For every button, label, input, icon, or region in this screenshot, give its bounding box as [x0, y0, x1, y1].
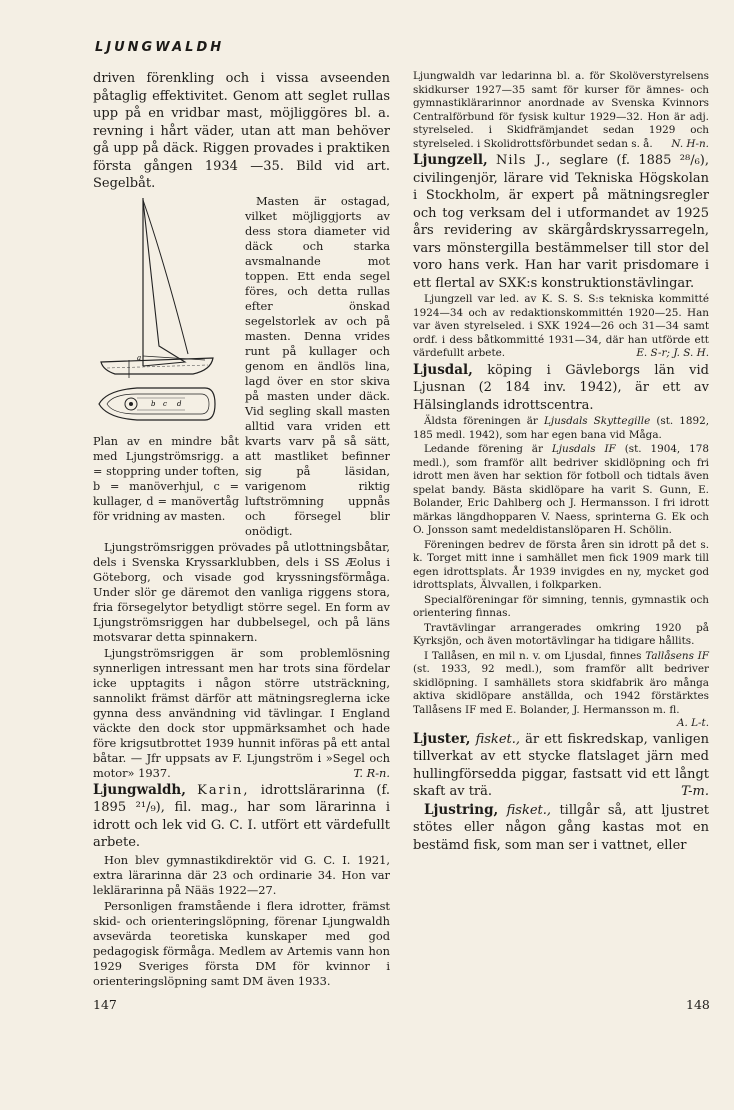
entry-text: är ett fiskredskap, vanligen tillverkat av ett stycke flatslaget järn med hullingförsedda piggar, fastsatt vid ett långt skaft av trä.	[413, 731, 709, 799]
entry-text: seglare (f. 1885 ²⁸/₆), civilingenjör, lärare vid Tekniska Högskolan i Stockholm, är expert på mätningsregler och tog verksam del i utformandet av 1925 års revidering av skärgårdskryssarregeln, vars mönstergilla bestämmelser till stor del voro hans verk. Han har varit prisdomare i ett flertal av SXK:s konstruktionstävlingar.	[413, 153, 709, 291]
paragraph-travtavlingar: Travtävlingar arrangerades omkring 1920 på Kyrksjön, och även motortävlingar ha tidigare hållits.	[413, 621, 709, 647]
headword: Ljungzell,	[413, 152, 488, 168]
paragraph-text: Ljungwaldh var ledarinna bl. a. för Skolöverstyrelsens skidkurser 1927—35 samt för kurser för ämnes- och gymnastiklärarinnor anordnade av Svenska Kvinnors Centralförbund för fysisk kultur 1929—32. Hon är adj. styrelseled. i Skidfrämjandet sedan 1929 och styrelseled. i Skolidrottsförbundet sedan s. å.	[413, 70, 709, 150]
author-signature: T-m.	[681, 784, 709, 799]
left-column	[93, 70, 390, 990]
paragraph-idrottsplats: Föreningen bedrev de första åren sin idrott på det s. k. Torget mitt inne i samhället men fick 1909 mark till egen idrottsplats. År 1939 invigdes en ny, mycket god idrottsplats, Älvvallen, i folkparken.	[413, 538, 709, 591]
entry-text: idrottslärarinna (f. 1895 ²¹/₉), fil. mag., har som lärarinna i idrott och lek vid G. C. I. utfört ett värdefullt arbete.	[93, 782, 390, 850]
paragraph-text: Ljungzell var led. av K. S. S. S:s tekniska kommitté 1924—34 och av redaktionskommittén 1920—25. Han var även styrelseled. i SXK 1924—26 och 31—34 samt ordf. i dess båtkommitté 1931—34, där han utförde ett värdefullt arbete.	[413, 293, 709, 359]
text: (st. 1892, 185 medl. 1942), som har egen bana vid Måga.	[413, 415, 710, 441]
entry-ljustring	[413, 802, 709, 855]
text: Ledande förening är	[424, 443, 543, 455]
figure-label-c: c	[163, 399, 167, 408]
club-name: Tallåsens IF	[645, 649, 709, 662]
entry-ljungwaldh	[93, 782, 390, 852]
club-name: Ljusdals Skyttegille	[543, 415, 651, 427]
paragraph-ljungzell-cont	[413, 293, 709, 361]
field-label: fisket.,	[475, 731, 520, 747]
given-name: Nils J.,	[496, 153, 552, 168]
paragraph-mast: Masten är ostagad, vilket möjliggjorts av dess stora diameter vid däck och starka avsmalnande mot toppen. Ett enda segel föres, och detta rullas efter önskad segelstorlek av och på masten. Denna vrides runt på kullager och genom en ändlös lina, lagd över en stor skiva på masten under däck. Vid segling skall masten alltid vara vriden ett kvarts varv på så sätt, att mastliket befinner sig på läsidan, varigenom riktig luftströmning uppnås och försegel blir onödigt.	[245, 193, 390, 538]
entry-text: köping i Gävleborgs län vid Ljusnan (2 184 inv. 1942), är ett av Hälsinglands idrottscentra.	[413, 362, 710, 413]
field-label: fisket.,	[506, 802, 552, 818]
figure-label-b: b	[151, 399, 156, 408]
author-signature: N. H-n.	[671, 137, 709, 150]
paragraph-rig-intro: driven förenkling och i vissa avseenden påtaglig effektivitet. Genom att seglet rullas upp på en vridbar mast, möjliggöres bl. a. revning i hårt väder, utan att man behöver gå upp på däck. Riggen provades i praktiken första gången 1934 —35. Bild vid art. Segelbåt.	[93, 71, 390, 191]
entry-ljungzell	[413, 152, 709, 292]
right-column	[413, 70, 709, 855]
paragraph-personal: Personligen framstående i flera idrotter, främst skid- och orienteringslöpning, förenar Ljungwaldh avsevärda teoretiska kunskaper med god pedagogisk förmåga. Medlem av Artemis vann hon 1929 Sveriges första DM för kvinnor i orienteringslöpning samt DM även 1933.	[93, 898, 390, 988]
figure-label-a: a	[137, 353, 142, 362]
page-number-right: 148	[686, 997, 710, 1012]
paragraph-problem-solving	[93, 646, 390, 781]
headword: Ljustring,	[424, 801, 499, 818]
paragraph-tallasen	[413, 649, 709, 729]
author-signature: E. S-r; J. S. H.	[636, 347, 709, 359]
paragraph-text: Ljungströmsriggen är som problemlösning synnerligen intressant men har trots sina fördelar icke upptagits i någon större utsträckning, sannolikt främst därför att mätningsreglerna icke gynna dess användning vid tävlingar. I England väckte den dock stor uppmärksamhet och hade före krigsutbrottet 1939 hunnit införas på ett antal båtar. — Jfr uppsats av F. Ljungström i »Segel och motor» 1937.	[93, 645, 390, 780]
figure-caption: Plan av en mindre båt med Ljungströmsrigg. a = stoppring under toften, b = manöverhjul, c = kullager, d = manövertåg för vridning av masten.	[93, 434, 239, 523]
paragraph-ljusdals-if	[413, 443, 709, 538]
entry-text: tillgår så, att ljustret stötes eller någon gång kastas mot en bestämd fisk, som man ser i vattnet, eller	[413, 802, 709, 853]
paragraph-skyttegille	[413, 415, 709, 442]
figure-ljungstrom-rig	[93, 194, 239, 524]
running-title: LJUNGWALDH	[95, 40, 225, 55]
paragraph-specialforeningar: Specialföreningar för simning, tennis, gymnastik och orientering finnas.	[413, 593, 709, 619]
given-name: Karin,	[197, 782, 250, 798]
author-signature: A. L-t.	[677, 717, 709, 729]
headword: Ljusdal,	[413, 361, 473, 378]
sailboat-drawing	[93, 194, 239, 432]
headword: Ljuster,	[413, 730, 471, 747]
author-signature: T. R-n.	[353, 765, 390, 780]
figure-label-d: d	[177, 399, 182, 408]
text: Äldsta föreningen är	[424, 415, 538, 427]
text: (st. 1904, 178 medl.), som framför allt bedriver skidlöpning och fri idrott men även har sektion för fotboll och tidtals även spelat bandy. Bästa skidlöpare ha varit S. Gunn, E. Bolander, Eric Dahlberg och J. Hermansson. I fri idrott märkas längdhopparen V. Naess, sprinterna G. Ek och O. Jonsson samt medeldistanslöparen H. Schölin.	[413, 443, 709, 536]
text: (st. 1933, 92 medl.), som framför allt bedriver skidlöpning. I samhällets stora skidfabrik äro många aktiva skidlöpare anställda, och 1942 förstärktes Tallåsens IF med E. Bolander, J. Hermansson m. fl.	[413, 663, 709, 716]
entry-ljusdal	[413, 362, 709, 415]
headword: Ljungwaldh,	[93, 781, 186, 798]
entry-ljuster	[413, 731, 709, 801]
paragraph-career: Hon blev gymnastikdirektör vid G. C. I. 1921, extra lärarinna där 23 och ordinarie 34. Hon var leklärarinna på Nääs 1922—27.	[93, 852, 390, 897]
paragraph-trials: Ljungströmsriggen prövades på utlottningsbåtar, dels i Svenska Kryssarklubben, dels i SS Æolus i Göteborg, och visade god kryssningsförmåga. Under slör ge däremot den vanliga riggens stora, fria försegelytor betydligt större segel. En form av Ljungströmsriggen har dubbelsegel, och på läns motsvarar detta spinnakern.	[93, 539, 390, 644]
page-number-left: 147	[93, 997, 117, 1012]
club-name: Ljusdals IF	[551, 443, 616, 455]
text: I Tallåsen, en mil n. v. om Ljusdal, finnes	[424, 649, 642, 662]
paragraph-ljungwaldh-cont	[413, 70, 709, 151]
